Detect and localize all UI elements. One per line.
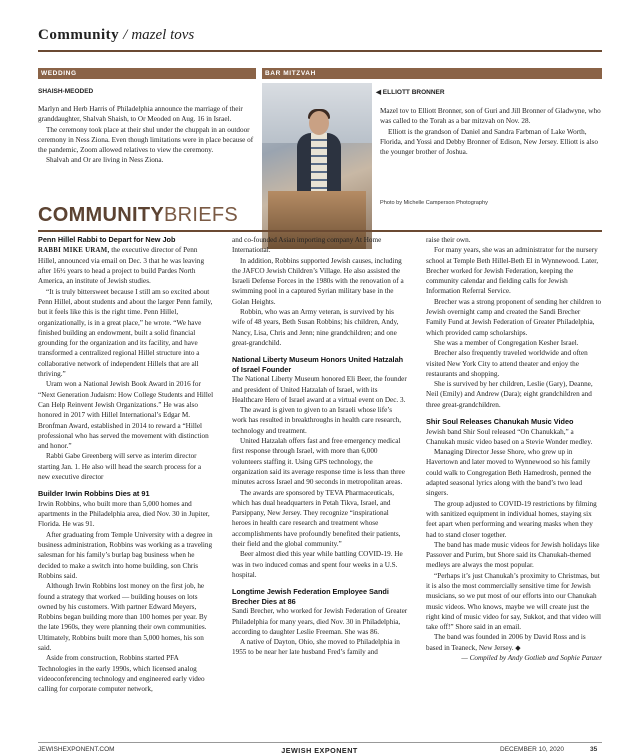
footer-date: DECEMBER 10, 2020 [500, 746, 564, 753]
briefs-rule [38, 230, 602, 232]
briefs-title-bold: COMMUNITY [38, 204, 165, 226]
section-header [38, 26, 602, 48]
headline: Builder Irwin Robbins Dies at 91 [38, 489, 150, 499]
briefs-column-3 [426, 235, 602, 663]
article-paragraph: For many years, she was an administrator for the nursery school at Temple Beth Hillel-Beth El in Wynnewood. Later, Brecher worked for Jewish Federation, keeping the community calendar and fielding calls for Jewish Information Referral Service. [426, 246, 599, 296]
wedding-paragraph: Marlyn and Herb Harris of Philadelphia announce the marriage of their granddaughter, Shalvah Shaish, to Or Meoded on Aug. 16 in Israel. [38, 105, 243, 124]
footer-publication: JEWISH EXPONENT [281, 746, 358, 754]
article-paragraph: RABBI MIKE URAM, the executive director of Penn Hillel, announced via email on Dec. 3 that he was leaving after 16½ years to head a project to build Pardes North America, an institute of Jewish studies. [38, 245, 205, 286]
article-paragraph: Beer almost died this year while battling COVID-19. He was in two induced comas and spent four weeks in a U.S. hospital. [232, 550, 403, 579]
photo-caption: ◀ ELLIOTT BRONNER [376, 89, 445, 96]
compiled-by: — Compiled by Andy Gotlieb and Sophie Panzer [461, 654, 602, 663]
footer-website: JEWISHEXPONENT.COM [38, 746, 115, 753]
article-paragraph: Robbin, who was an Army veteran, is survived by his wife of 48 years, Beth Susan Robbins; his children, Andy, Nancy, Lisa, Chris and Jenn; nine grandchildren; and one great-grandchild. [232, 308, 399, 347]
article-paragraph: In addition, Robbins supported Jewish causes, including the JAFCO Jewish Children’s Village. He also assisted the Israeli Defense Forces in the 1980s with the renovation of a swimming pool in a captured Syrian military base in the Golan Heights. [232, 256, 404, 306]
briefs-title-light: BRIEFS [164, 204, 239, 226]
section-name: Community [38, 27, 120, 43]
header-rule [38, 50, 602, 52]
bar-mitzvah-article [380, 106, 602, 157]
article-paragraph: Sandi Brecher, who worked for Jewish Federation of Greater Philadelphia for many years, died Nov. 30 in Philadelphia, according to daughter Leslie Freeman. She was 86. [232, 607, 408, 636]
article-paragraph: The group adjusted to COVID-19 restrictions by filming with sanitized equipment in individual homes, staying six feet apart when performing and wearing masks when they had to stand closer together. [426, 499, 597, 539]
article-paragraph: raise their own. [426, 236, 471, 244]
wedding-paragraph: The ceremony took place at their shul under the chuppah in an outdoor ceremony in Ness Ziona. Even though limitations were in place because of the pandemic, Zoom allowed relatives to view the ceremony. [38, 125, 254, 155]
headline: Longtime Jewish Federation Employee Sandi Brecher Dies at 86 [232, 587, 389, 606]
briefs-title [38, 204, 238, 227]
bar-mitzvah-photo [262, 83, 372, 249]
wedding-heading: SHAISH-MEODED [38, 88, 94, 95]
article-paragraph: United Hatzalah offers fast and free emergency medical first response through Israel, with more than 6,000 volunteers staffing it. Using GPS technology, the organization said its average response time is less than three minutes across Israel and 90 seconds in metropolitan areas. [232, 437, 405, 487]
article-paragraph: and co-founded Asian importing company At Home International. [232, 236, 382, 255]
article-paragraph: She is survived by her children, Leslie (Gary), Deanne, Neil (Emily) and Andrew (Dara); eight grandchildren and three great-grandchildren. [426, 380, 593, 409]
article-paragraph: The award is given to given to an Israeli whose life’s work has resulted in breakthroughs in health care research, technology and treatment. [232, 406, 402, 435]
briefs-column-1 [38, 235, 214, 694]
article-paragraph: Brecher was a strong proponent of sending her children to Jewish overnight camp and created the Sandi Brecher Family Fund at Jewish Federation of Greater Philadelphia, which provided camp scholarships. [426, 297, 602, 337]
subsection-name: mazel tovs [131, 27, 195, 43]
article-paragraph: Irwin Robbins, who built more than 5,000 homes and apartments in the Philadelphia area, died Nov. 30 in Jupiter, Florida. He was 91. [38, 499, 210, 529]
byline: RABBI MIKE URAM, [38, 246, 110, 254]
wedding-tag: WEDDING [38, 68, 256, 79]
article-paragraph: She was a member of Congregation Kesher Israel. [434, 338, 579, 347]
article-paragraph: Although Irwin Robbins lost money on the first job, he found a strategy that worked — building houses on lots owned by his customers. With partner Edward Meyers, Robbins began building more than 100 homes per year. By the late 1960s, they were planning their own communities. Ultimately, Robbins built more than 5,000 homes, his son said. [38, 582, 208, 652]
article-paragraph: After graduating from Temple University with a degree in business administration, Robbins was working as a traveling salesman for his family’s burlap bag business when he decided to make a switch into home building, son Chris Robbins said. [38, 530, 213, 580]
article-paragraph: The awards are sponsored by TEVA Pharmaceuticals, which has dual headquarters in Petah Tikva, Israel, and Parsippany, New Jersey. They recognize “inspirational heroes in health care research and treatment whose accomplishments have profoundly benefited their patients, their field and the global community.” [232, 488, 401, 549]
article-paragraph: A native of Dayton, Ohio, she moved to Philadelphia in 1955 to be near her late husband Fred’s family and [232, 638, 400, 657]
article-paragraph: Managing Director Jesse Shore, who grew up in Havertown and later moved to Wynnewood so his family could walk to Congregation Beth Hamedrosh, penned the adapted seasonal lyrics along with the band’s two lead singers. [426, 448, 592, 498]
article-paragraph: Uram won a National Jewish Book Award in 2016 for “Next Generation Judaism: How College Students and Hillel Can Help Reinvent Jewish Organizations.” He was also honored in 2017 with Hillel International’s Edgar M. Bronfman Award, established in 2014 to reward a “Hillel professional who has served the movement with distinction and honor.” [38, 380, 214, 451]
headline: National Liberty Museum Honors United Hatzalah of Israel Founder [232, 355, 404, 374]
footer-rule [38, 742, 602, 743]
bar-mitzvah-paragraph: Mazel tov to Elliott Bronner, son of Guri and Jill Bronner of Gladwyne, who was called to the Torah as a bar mitzvah on Nov. 28. [380, 107, 601, 126]
article-paragraph: The National Liberty Museum honored Eli Beer, the founder and president of United Hatzalah of Israel, with its Healthcare Hero of Israel award at a virtual event on Dec. 3. [232, 375, 407, 404]
article-paragraph: Aside from construction, Robbins started PFA Technologies in the early 1990s, which licensed analog videoconferencing technology and engineered early video calling for corporate computer network, [38, 654, 205, 694]
bar-mitzvah-tag: BAR MITZVAH [262, 68, 602, 79]
briefs-column-2 [232, 235, 408, 658]
headline: Penn Hillel Rabbi to Depart for New Job [38, 235, 176, 244]
header-divider: / [123, 27, 128, 43]
page-number: 35 [590, 746, 598, 753]
article-paragraph: Rabbi Gabe Greenberg will serve as interim director starting Jan. 1. He also will head the search process for a new executive director [38, 452, 202, 482]
article-paragraph: “Perhaps it’s just Chanukah’s proximity to Christmas, but it is also the most commercially sensitive time for Jewish musicians, so we put most of our efforts into our Chanukah music videos. Who knows, maybe we will create just the right kind of music video for say, Sukkot, and that video will take off!” Shore said in an email. [426, 571, 602, 632]
wedding-paragraph: Shalvah and Or are living in Ness Ziona. [46, 156, 164, 165]
bar-mitzvah-paragraph: Elliott is the grandson of Daniel and Sandra Farbman of Lake Worth, Florida, and Yossi and Debby Bronner of Edison, New Jersey. Elliott is also the younger brother of Joshua. [380, 127, 598, 157]
article-paragraph: The band has made music videos for Jewish holidays like Passover and Purim, but Shore said its Chanukah-themed medleys are always the most popular. [426, 540, 600, 570]
photo-credit: Photo by Michelle Camperson Photography [380, 200, 488, 206]
article-paragraph: “It is truly bittersweet because I still am so excited about Penn Hillel, about students and about the larger Penn family, but it feels like this is the right time. Penn Hillel, organizationally, is in a great place,” he wrote. “We have finished building an endowment, built a solid financial grounding for the organization and its facility, and have transformed a centralized regional Hillel structure into a collaborative network of independent Hillels that are all thriving.” [38, 287, 213, 379]
article-paragraph: Jewish band Shir Soul released “On Chanukkah,” a Chanukah music video based on a Stevie Wonder medley. [426, 427, 593, 446]
headline: Shir Soul Releases Chanukah Music Video [426, 417, 574, 427]
wedding-article [38, 104, 256, 166]
article-paragraph: Brecher also frequently traveled worldwide and often visited New York City to attend theater and enjoy the restaurants and shopping. [426, 349, 588, 378]
article-paragraph: The band was founded in 2006 by David Ross and is based in Teaneck, New Jersey. ◆ [426, 633, 586, 652]
